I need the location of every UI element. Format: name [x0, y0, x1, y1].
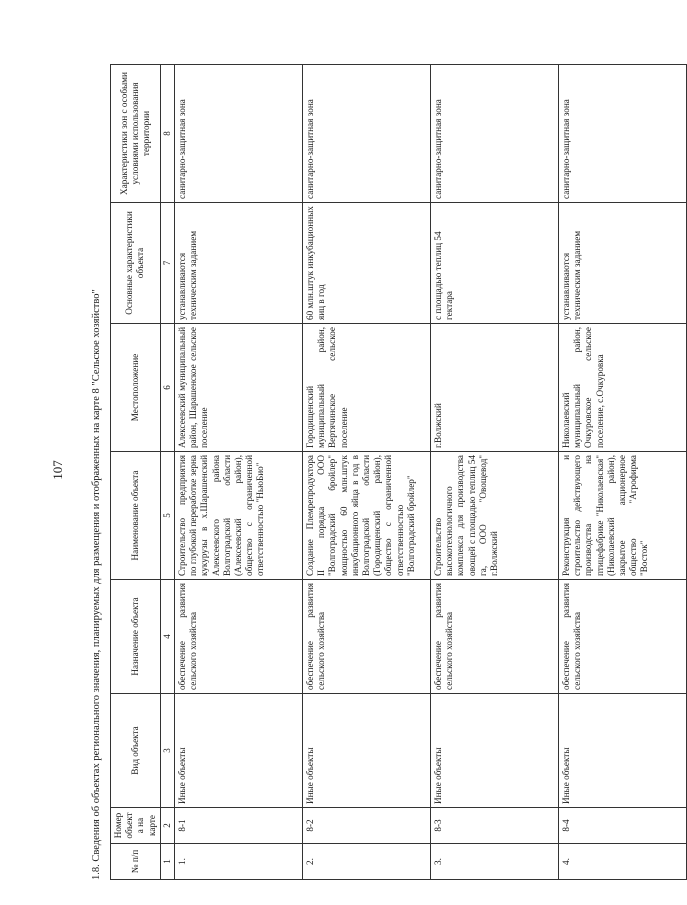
row-number: 1. — [175, 844, 303, 880]
map-object-number: 8-4 — [559, 808, 687, 844]
section-heading: 1.8. Сведения об объектах регионального значения, планируемых для размещения и отображенных на карте 8 "Сельское хозяйство" — [91, 289, 102, 880]
column-number: 8 — [160, 65, 174, 203]
zone-characteristics: санитарно-защитная зона — [559, 65, 687, 203]
object-purpose: обеспечение развития сельского хозяйства — [175, 580, 303, 694]
table-row — [175, 65, 303, 880]
object-purpose: обеспечение развития сельского хозяйства — [559, 580, 687, 694]
object-characteristics: устанавливаются техническим заданием — [175, 203, 303, 324]
object-characteristics: устанавливаются техническим заданием — [559, 203, 687, 324]
column-number: 6 — [160, 324, 174, 452]
column-number: 7 — [160, 203, 174, 324]
zone-characteristics: санитарно-защитная зона — [303, 65, 431, 203]
page-number: 107 — [50, 460, 65, 480]
header-cell: № п/п — [111, 844, 161, 880]
column-number: 2 — [160, 808, 174, 844]
table-row — [431, 65, 559, 880]
header-cell: Вид объекта — [111, 694, 161, 808]
column-number-row — [160, 65, 174, 880]
header-cell: Наименование объекта — [111, 452, 161, 580]
map-object-number: 8-1 — [175, 808, 303, 844]
header-row — [111, 65, 161, 880]
row-number: 2. — [303, 844, 431, 880]
table-row — [303, 65, 431, 880]
object-name: Реконструкция и строительство действующего производства на птицефабрике "Николаевская" (Николаевский район), закрытое акционерное общество "Агрофирма "Восток" — [559, 452, 687, 580]
object-name: Создание Племрепродуктора II порядка ООО "Волгоградский бройлер" мощностью 60 млн.штук инкубационного яйца в год в Волгоградской области (Городищенский район), общество с ограниченной ответственностью "Волгоградский бройлер" — [303, 452, 431, 580]
objects-table — [110, 64, 687, 880]
object-purpose: обеспечение развития сельского хозяйства — [431, 580, 559, 694]
column-number: 4 — [160, 580, 174, 694]
object-location: Николаевский муниципальный район, Очкуровское сельское поселение, с.Очкуровка — [559, 324, 687, 452]
column-number: 5 — [160, 452, 174, 580]
map-object-number: 8-2 — [303, 808, 431, 844]
header-cell: Основные характеристики объекта — [111, 203, 161, 324]
row-number: 4. — [559, 844, 687, 880]
header-cell: Характеристики зон с особыми условиями использования территории — [111, 65, 161, 203]
object-kind: Иные объекты — [303, 694, 431, 808]
row-number: 3. — [431, 844, 559, 880]
table-row — [559, 65, 687, 880]
map-object-number: 8-3 — [431, 808, 559, 844]
zone-characteristics: санитарно-защитная зона — [175, 65, 303, 203]
column-number: 3 — [160, 694, 174, 808]
object-kind: Иные объекты — [431, 694, 559, 808]
object-purpose: обеспечение развития сельского хозяйства — [303, 580, 431, 694]
object-kind: Иные объекты — [559, 694, 687, 808]
object-characteristics: 60 млн.штук инкубационных яиц в год — [303, 203, 431, 324]
object-location: Городищенский муниципальный район, Вертячинское сельское поселение — [303, 324, 431, 452]
rotated-page-content — [90, 60, 650, 880]
object-location: Алексеевский муниципальный район, Шарашенское сельское поселение — [175, 324, 303, 452]
object-name: Строительство предприятия по глубокой переработке зерна кукурузы в х.Шарашенский Алексеевского района Волгоградской области (Алексеевский район), общество с ограниченной ответственностью "НьюБио" — [175, 452, 303, 580]
header-cell: Номер объекта на карте — [111, 808, 161, 844]
object-kind: Иные объекты — [175, 694, 303, 808]
header-cell: Местоположение — [111, 324, 161, 452]
object-location: г.Волжский — [431, 324, 559, 452]
object-name: Строительство высокотехнологичного комплекса для производства овощей с площадью теплиц 54 га, ООО "Овощевод" г.Волжский — [431, 452, 559, 580]
object-characteristics: с площадью теплиц 54 гектара — [431, 203, 559, 324]
column-number: 1 — [160, 844, 174, 880]
zone-characteristics: санитарно-защитная зона — [431, 65, 559, 203]
header-cell: Назначение объекта — [111, 580, 161, 694]
